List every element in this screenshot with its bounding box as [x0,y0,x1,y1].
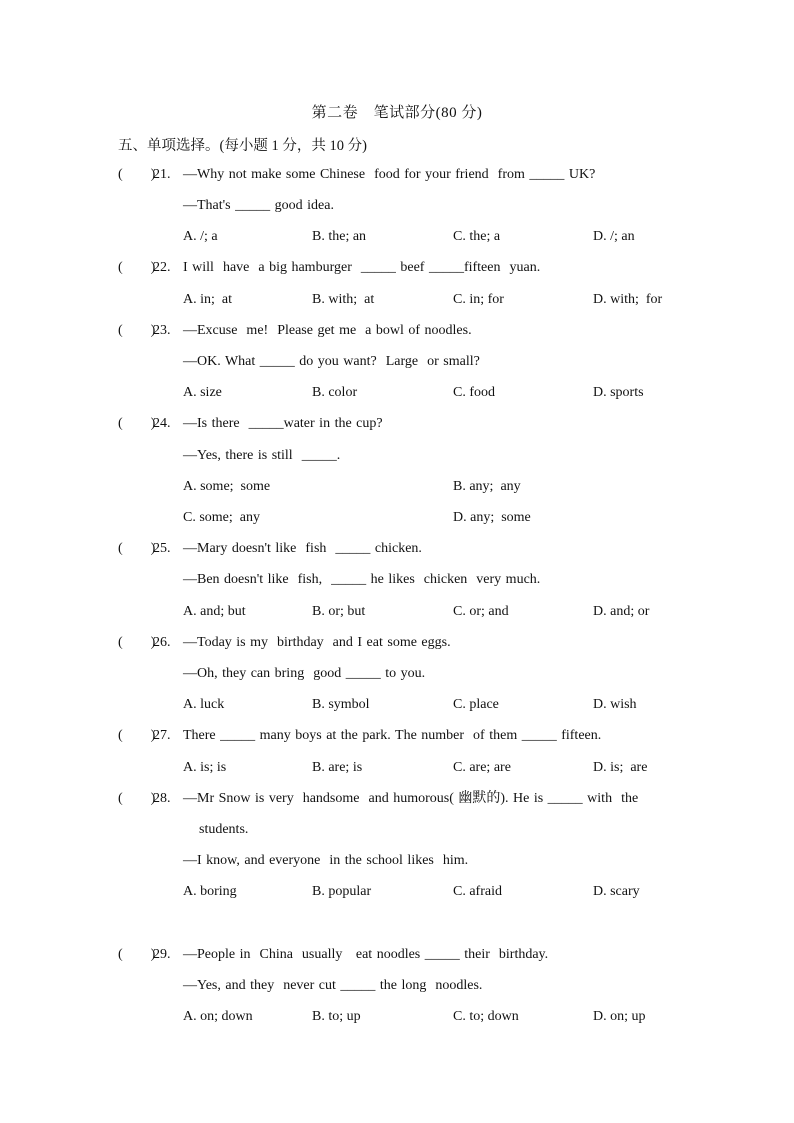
option-c: C. are; are [453,760,511,775]
option-b: B. color [312,385,358,400]
answer-blank: ( ) [118,541,156,556]
answer-blank: ( ) [118,728,156,743]
option-d: D. with; for [593,292,663,307]
question-text: —I know, and everyone in the school likes him. [183,853,469,868]
question-number: 24. [153,416,171,431]
option-a: A. some; some [183,479,271,494]
answer-blank: ( ) [118,635,156,650]
question-number: 21. [153,167,171,182]
option-b: B. are; is [312,760,363,775]
option-b: B. symbol [312,697,370,712]
option-a: A. in; at [183,292,232,307]
option-b: B. popular [312,884,372,899]
question-text: —Ben doesn't like fish, _____ he likes chicken very much. [183,572,541,587]
option-c: C. in; for [453,292,504,307]
question-text: —That's _____ good idea. [183,198,334,213]
option-d: D. any; some [453,510,531,525]
option-c: C. or; and [453,604,509,619]
option-c: C. to; down [453,1009,519,1024]
option-a: A. size [183,385,222,400]
option-b: B. the; an [312,229,367,244]
option-b: B. or; but [312,604,366,619]
option-b: B. any; any [453,479,521,494]
option-a: A. boring [183,884,237,899]
answer-blank: ( ) [118,791,156,806]
option-d: D. sports [593,385,644,400]
question-number: 23. [153,323,171,338]
option-a: A. and; but [183,604,246,619]
section-heading: 五、单项选择。(每小题 1 分，共 10 分) [118,138,367,154]
question-text: I will have a big hamburger _____ beef _____fifteen yuan. [183,260,541,275]
question-text: —Yes, and they never cut _____ the long noodles. [183,978,483,993]
option-d: D. /; an [593,229,635,244]
question-number: 25. [153,541,171,556]
answer-blank: ( ) [118,167,156,182]
answer-blank: ( ) [118,323,156,338]
option-d: D. on; up [593,1009,646,1024]
option-d: D. and; or [593,604,650,619]
paper-title: 第二卷 笔试部分(80 分) [311,105,483,121]
option-d: D. wish [593,697,637,712]
question-text: There _____ many boys at the park. The number of them _____ fifteen. [183,728,602,743]
option-c: C. the; a [453,229,501,244]
question-number: 26. [153,635,171,650]
option-a: A. is; is [183,760,227,775]
option-c: C. food [453,385,495,400]
answer-blank: ( ) [118,416,156,431]
option-a: A. luck [183,697,225,712]
option-b: B. to; up [312,1009,361,1024]
question-text: —Excuse me! Please get me a bowl of noodles. [183,323,472,338]
question-text: —Oh, they can bring good _____ to you. [183,666,426,681]
option-b: B. with; at [312,292,375,307]
option-a: A. on; down [183,1009,253,1024]
question-text: —Why not make some Chinese food for your friend from _____ UK? [183,167,596,182]
option-c: C. place [453,697,499,712]
question-number: 28. [153,791,171,806]
question-text: —Mr Snow is very handsome and humorous( 幽默的). He is _____ with the [183,791,639,806]
question-text: —Mary doesn't like fish _____ chicken. [183,541,422,556]
answer-blank: ( ) [118,947,156,962]
option-d: D. is; are [593,760,648,775]
option-c: C. afraid [453,884,502,899]
answer-blank: ( ) [118,260,156,275]
option-a: A. /; a [183,229,218,244]
question-text: —Today is my birthday and I eat some eggs. [183,635,451,650]
question-number: 27. [153,728,171,743]
question-number: 22. [153,260,171,275]
option-c: C. some; any [183,510,260,525]
question-number: 29. [153,947,171,962]
question-text: —OK. What _____ do you want? Large or small? [183,354,480,369]
question-text: —Yes, there is still _____. [183,448,341,463]
question-text: —Is there _____water in the cup? [183,416,383,431]
question-text: —People in China usually eat noodles _____ their birthday. [183,947,549,962]
option-d: D. scary [593,884,640,899]
question-text: students. [199,822,249,837]
